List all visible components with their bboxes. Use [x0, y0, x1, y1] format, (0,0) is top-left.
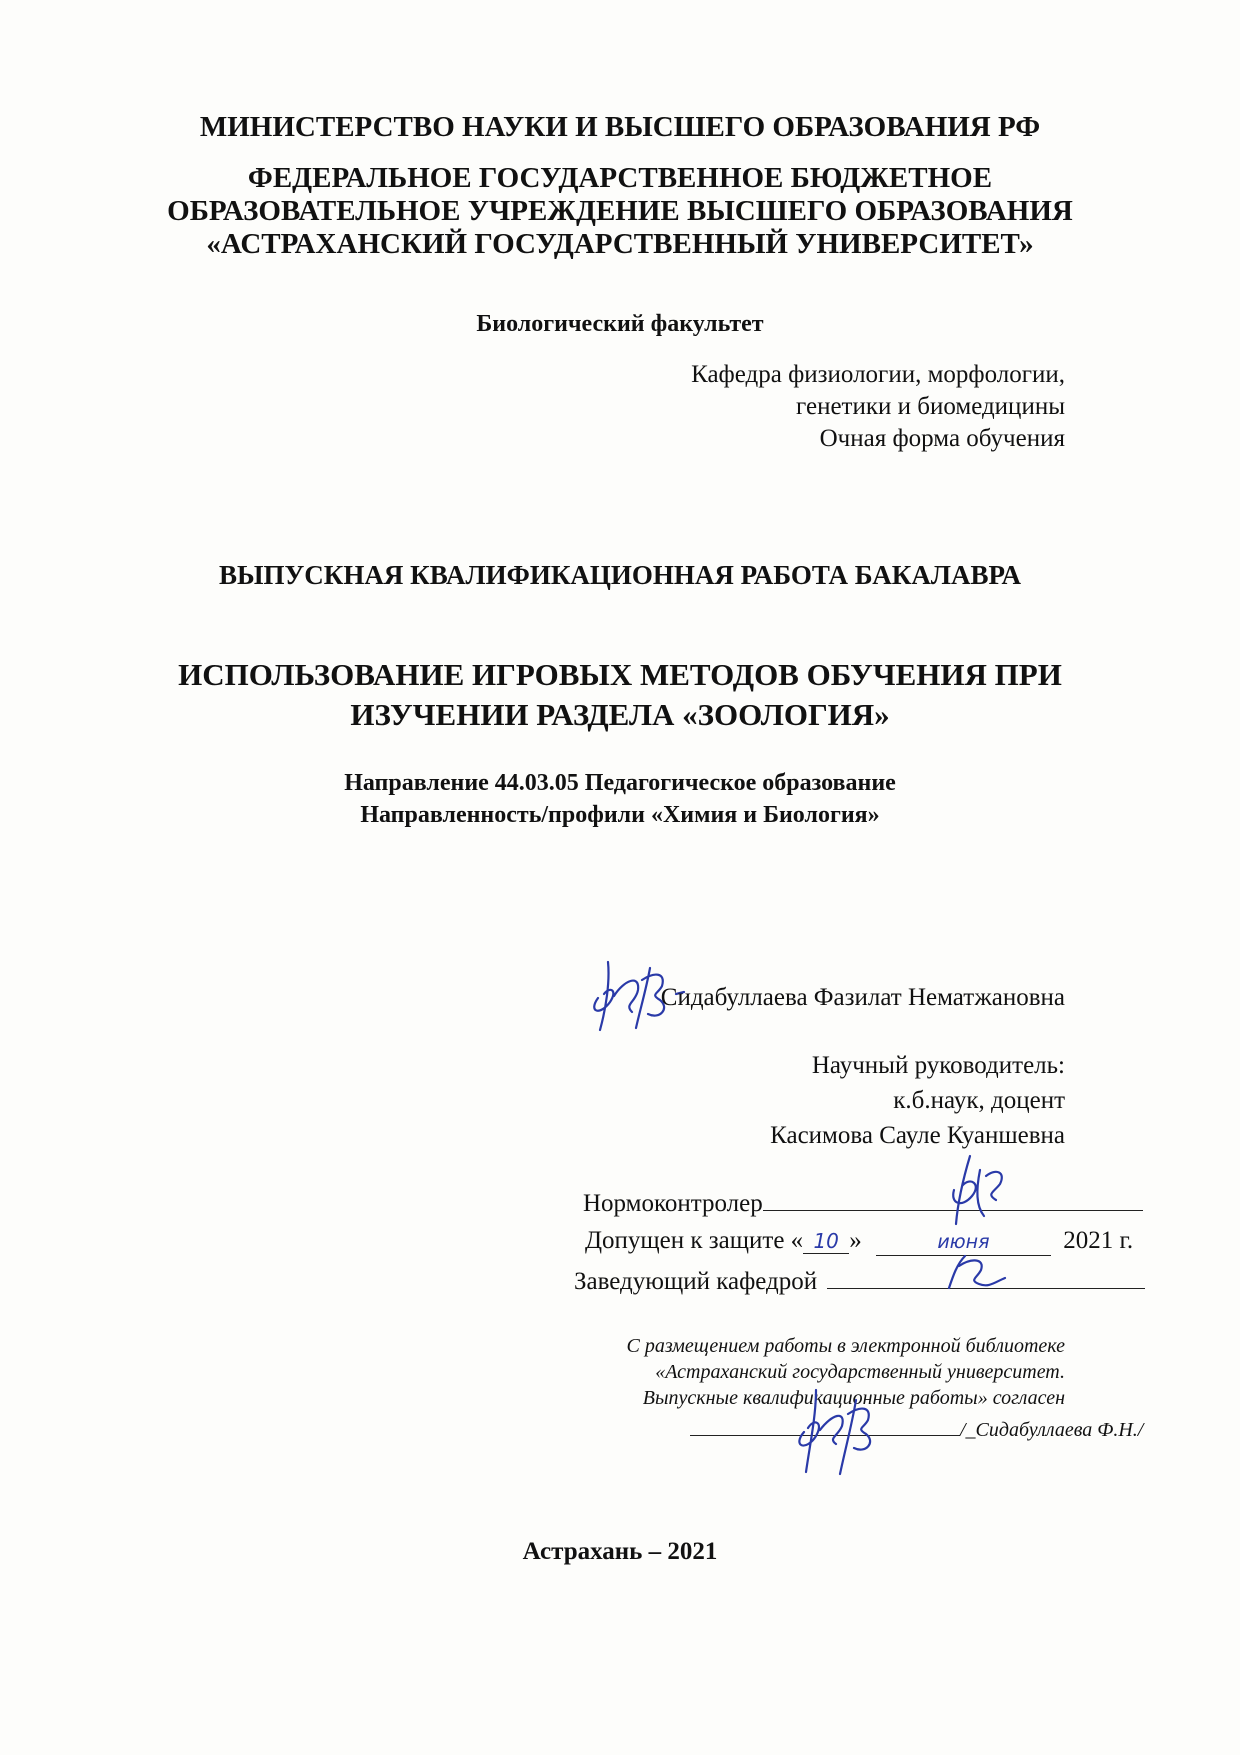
normcontroller-signature-line	[763, 1186, 1143, 1211]
defense-year: 2021 г.	[1063, 1227, 1134, 1254]
defense-label: Допущен к защите «	[585, 1227, 804, 1254]
institution-line-3: «АСТРАХАНСКИЙ ГОСУДАРСТВЕННЫЙ УНИВЕРСИТЕТ»	[206, 228, 1034, 260]
defense-quote-close: »	[849, 1227, 862, 1254]
defense-month: июня	[876, 1231, 1051, 1256]
faculty-name: Биологический факультет	[476, 311, 764, 337]
consent-signature-name: /_Сидабуллаева Ф.Н./	[960, 1419, 1144, 1441]
city-year: Астрахань – 2021	[522, 1538, 718, 1565]
head-label: Заведующий кафедрой	[574, 1268, 818, 1295]
work-title-line-2: ИЗУЧЕНИИ РАЗДЕЛА «ЗООЛОГИЯ»	[350, 697, 890, 732]
profile-line: Направленность/профили «Химия и Биология»	[360, 802, 880, 828]
consent-signature-line	[690, 1415, 960, 1436]
consent-line-2: «Астраханский государственный университет.	[655, 1361, 1065, 1383]
department-line-2: генетики и биомедицины	[796, 393, 1065, 420]
consent-signature-row	[690, 1415, 1143, 1442]
author-name: Сидабуллаева Фазилат Нематжановна	[660, 984, 1065, 1011]
head-signature-line	[827, 1264, 1145, 1289]
ministry-heading: МИНИСТЕРСТВО НАУКИ И ВЫСШЕГО ОБРАЗОВАНИЯ РФ	[199, 111, 1041, 143]
study-form: Очная форма обучения	[819, 425, 1065, 452]
head-row	[574, 1264, 1145, 1296]
institution-line-1: ФЕДЕРАЛЬНОЕ ГОСУДАРСТВЕННОЕ БЮДЖЕТНОЕ	[247, 162, 993, 194]
supervisor-label: Научный руководитель:	[811, 1052, 1065, 1079]
work-title-line-1: ИСПОЛЬЗОВАНИЕ ИГРОВЫХ МЕТОДОВ ОБУЧЕНИЯ ПРИ	[178, 657, 1062, 692]
work-type: ВЫПУСКНАЯ КВАЛИФИКАЦИОННАЯ РАБОТА БАКАЛАВРА	[218, 560, 1022, 590]
normcontroller-row	[583, 1186, 1143, 1218]
department-line-1: Кафедра физиологии, морфологии,	[691, 361, 1065, 388]
defense-day: 10	[803, 1229, 849, 1254]
supervisor-name: Касимова Сауле Куаншевна	[770, 1122, 1065, 1149]
institution-line-2: ОБРАЗОВАТЕЛЬНОЕ УЧРЕЖДЕНИЕ ВЫСШЕГО ОБРАЗОВАНИЯ	[167, 195, 1073, 227]
normcontroller-label: Нормоконтролер	[583, 1190, 763, 1217]
direction-line: Направление 44.03.05 Педагогическое образование	[344, 770, 896, 796]
supervisor-degree: к.б.наук, доцент	[893, 1087, 1065, 1114]
consent-line-1: С размещением работы в электронной библиотеке	[626, 1335, 1065, 1357]
defense-row	[585, 1227, 1133, 1256]
consent-line-3: Выпускные квалификационные работы» согласен	[642, 1387, 1065, 1409]
